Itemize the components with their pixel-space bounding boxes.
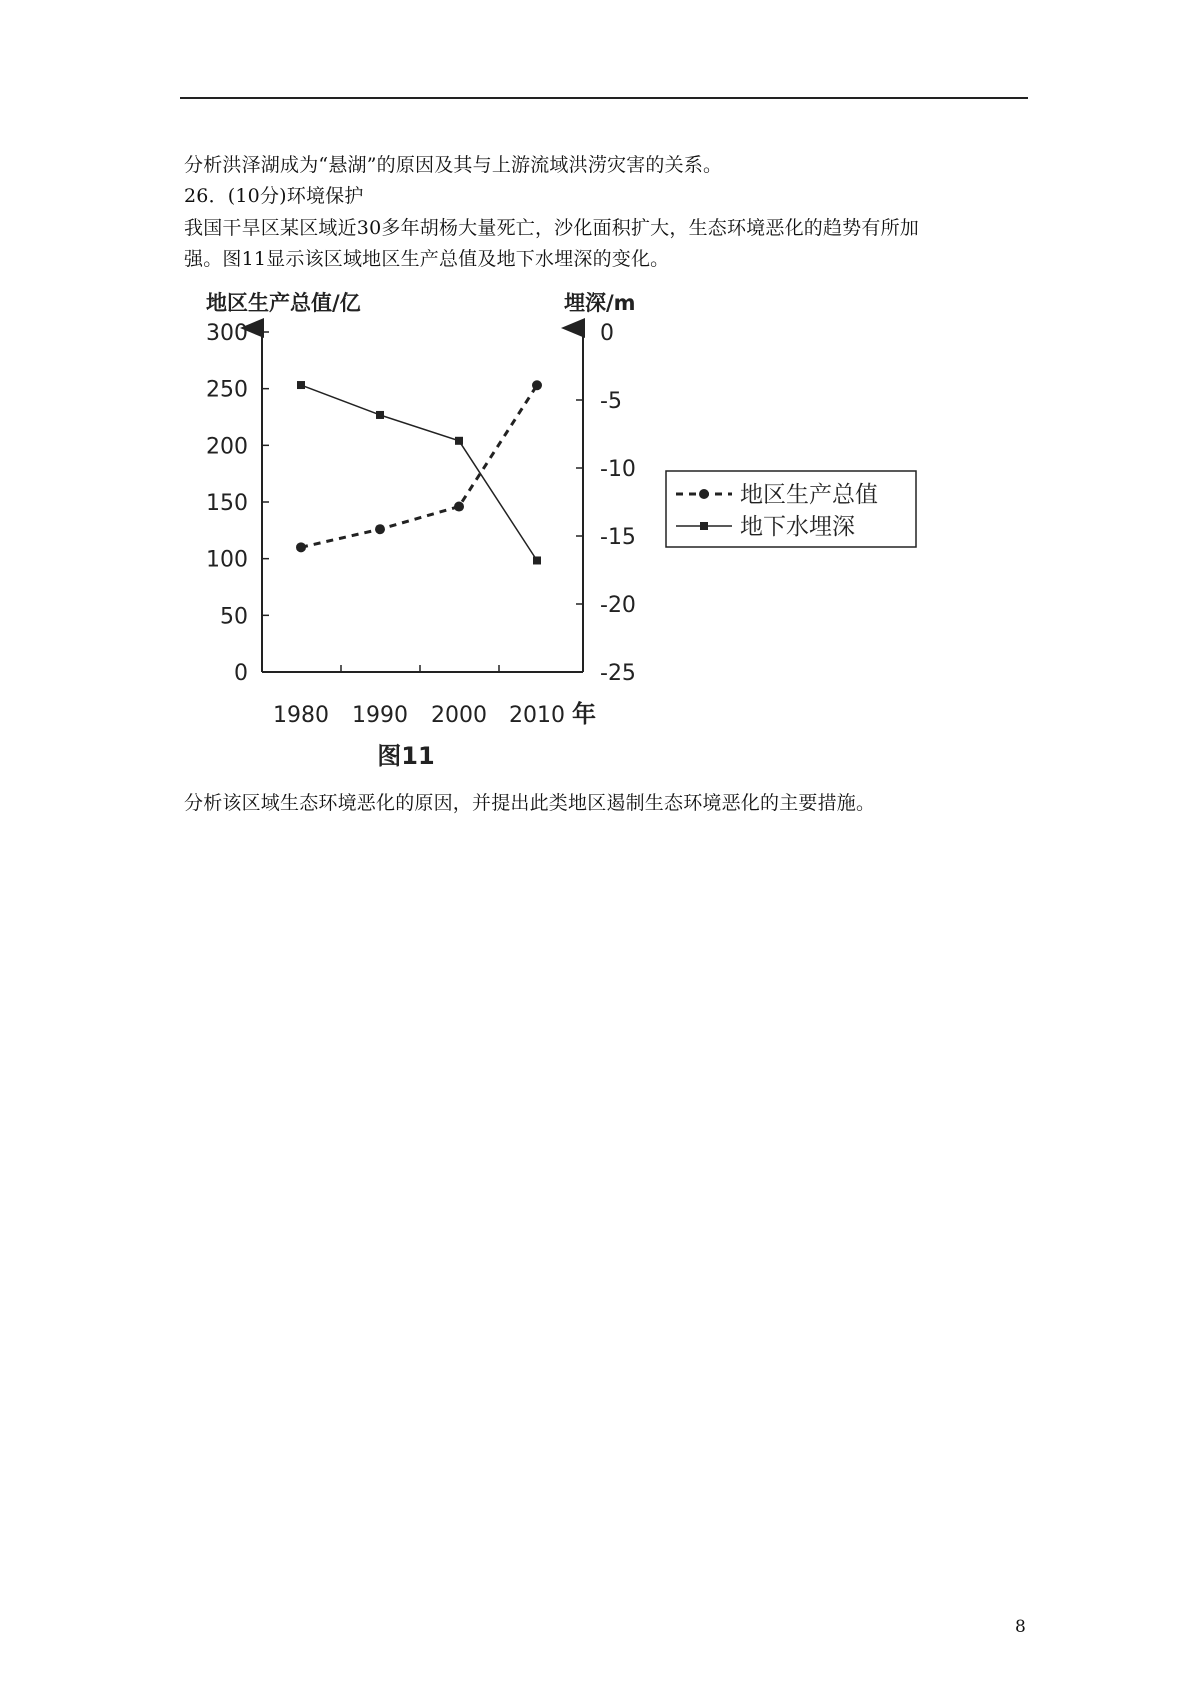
figure-caption: 图11	[377, 742, 435, 770]
left-tick-label: 200	[206, 434, 248, 460]
groundwater-data-point	[297, 381, 305, 389]
legend-gdp-label: 地区生产总值	[740, 482, 878, 508]
figure-11-chart	[180, 280, 940, 780]
page-number: 8	[1015, 1617, 1026, 1637]
question-text-3: 强。图11显示该区域地区生产总值及地下水埋深的变化。	[184, 248, 670, 270]
x-tick-label: 2010	[509, 703, 565, 728]
question-text-4: 分析该区域生态环境恶化的原因，并提出此类地区遏制生态环境恶化的主要措施。	[184, 792, 876, 814]
groundwater-series-line	[301, 385, 537, 560]
gdp-data-point	[375, 524, 385, 534]
left-tick-label: 150	[206, 491, 248, 516]
legend-gdp-marker	[699, 489, 709, 499]
legend-groundwater-marker	[700, 522, 708, 530]
gdp-data-point	[454, 502, 464, 512]
question-heading-26: 26．(10分)环境保护	[184, 185, 364, 207]
question-text-2: 我国干旱区某区域近30多年胡杨大量死亡，沙化面积扩大，生态环境恶化的趋势有所加	[184, 217, 919, 239]
right-tick-label: 0	[600, 321, 614, 346]
left-tick-label: 300	[206, 321, 248, 346]
left-tick-label: 0	[234, 661, 248, 686]
left-axis-title: 地区生产总值/亿	[206, 291, 361, 315]
legend-groundwater-label: 地下水埋深	[740, 514, 855, 540]
right-tick-label: -10	[600, 457, 636, 482]
gdp-data-point	[532, 380, 542, 390]
right-tick-label: -15	[600, 525, 636, 550]
x-tick-label: 2000	[431, 703, 487, 728]
right-tick-label: -5	[600, 389, 622, 414]
gdp-data-point	[296, 542, 306, 552]
x-tick-label: 1990	[352, 703, 408, 728]
x-tick-label: 1980	[273, 703, 329, 728]
header-rule	[180, 97, 1028, 99]
question-text-1: 分析洪泽湖成为“悬湖”的原因及其与上游流域洪涝灾害的关系。	[184, 154, 723, 176]
right-tick-label: -25	[600, 661, 636, 686]
right-tick-label: -20	[600, 593, 636, 618]
groundwater-data-point	[455, 437, 463, 445]
groundwater-data-point	[533, 556, 541, 564]
right-axis-title: 埋深/m	[564, 291, 636, 315]
gdp-series-line	[301, 385, 537, 547]
left-tick-label: 100	[206, 547, 248, 573]
groundwater-data-point	[376, 411, 384, 419]
left-tick-label: 250	[206, 377, 248, 403]
x-axis-unit: 年	[572, 700, 596, 728]
left-tick-label: 50	[220, 604, 248, 630]
